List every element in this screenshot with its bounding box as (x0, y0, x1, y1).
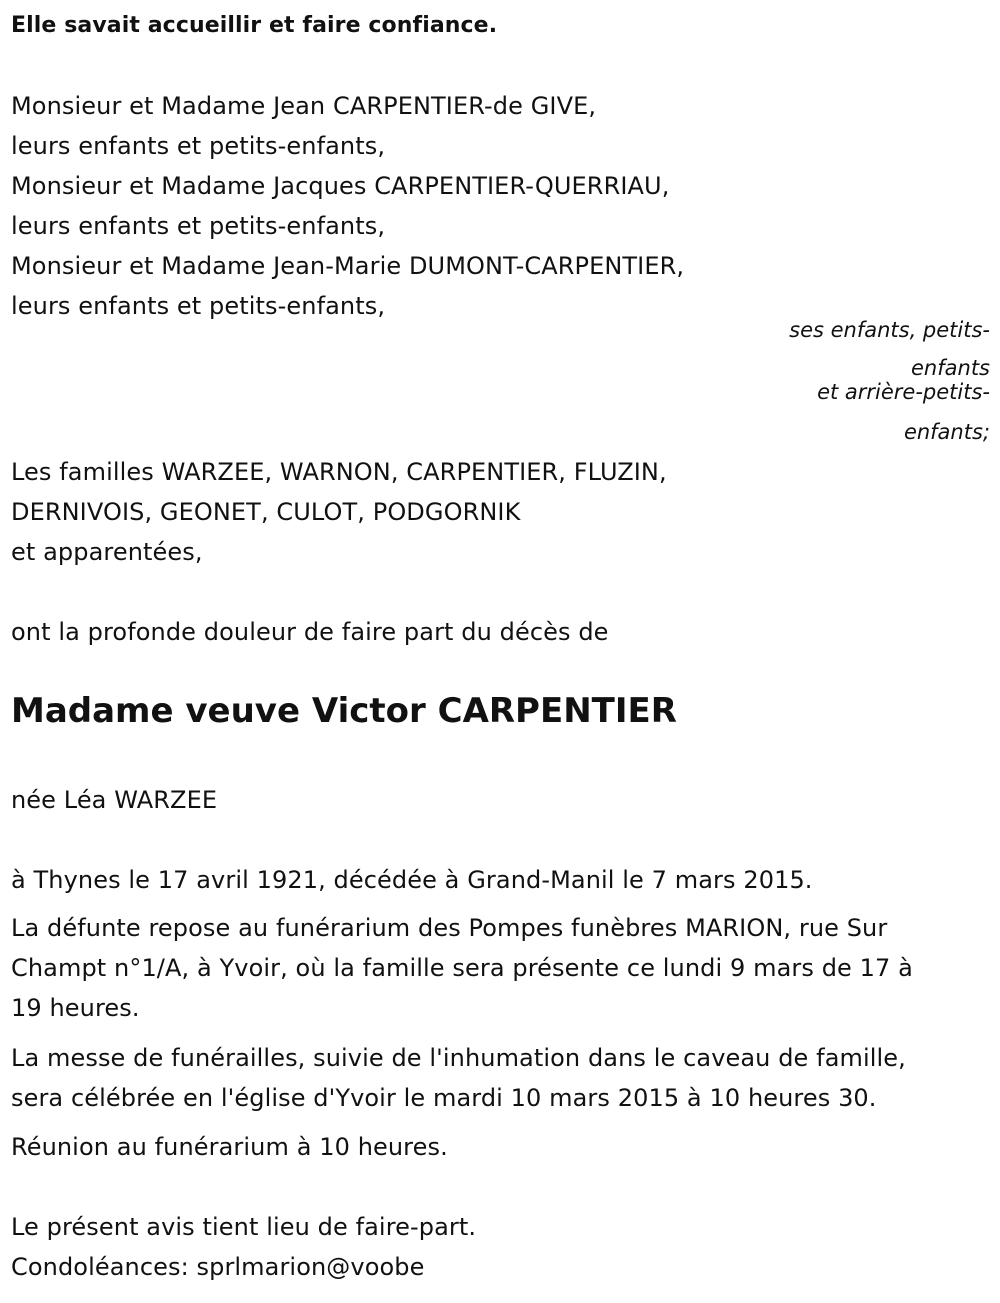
families-line: et apparentées, (11, 538, 203, 566)
family-line: leurs enfants et petits-enfants, (11, 132, 386, 160)
announcement: ont la profonde douleur de faire part du décès de (11, 618, 609, 646)
families-line: DERNIVOIS, GEONET, CULOT, PODGORNIK (11, 498, 521, 526)
family-line: Monsieur et Madame Jean-Marie DUMONT-CARPENTIER, (11, 252, 685, 280)
viewing-line: La défunte repose au funérarium des Pompes funèbres MARION, rue Sur (11, 914, 888, 942)
families-line: Les familles WARZEE, WARNON, CARPENTIER, FLUZIN, (11, 458, 667, 486)
family-line: Monsieur et Madame Jean CARPENTIER-de GIVE, (11, 92, 597, 120)
viewing-line: Champt n°1/A, à Yvoir, où la famille sera présente ce lundi 9 mars de 17 à (11, 954, 913, 982)
family-line: leurs enfants et petits-enfants, (11, 212, 386, 240)
condolences: Condoléances: sprlmarion@voobe (11, 1253, 425, 1281)
family-line: Monsieur et Madame Jacques CARPENTIER-QUERRIAU, (11, 172, 670, 200)
family-line: leurs enfants et petits-enfants, (11, 292, 386, 320)
dates: à Thynes le 17 avril 1921, décédée à Grand-Manil le 7 mars 2015. (11, 866, 813, 894)
descendants-line: enfants; (903, 420, 990, 444)
descendants-line: et arrière-petits- (817, 380, 990, 404)
birth-name: née Léa WARZEE (11, 786, 218, 814)
mass-line: La messe de funérailles, suivie de l'inhumation dans le caveau de famille, (11, 1044, 906, 1072)
notice: Le présent avis tient lieu de faire-part. (11, 1213, 477, 1241)
mass-line: sera célébrée en l'église d'Yvoir le mardi 10 mars 2015 à 10 heures 30. (11, 1084, 877, 1112)
deceased-name: Madame veuve Victor CARPENTIER (11, 691, 677, 731)
descendants-line: ses enfants, petits- (789, 318, 990, 342)
descendants-line: enfants (911, 356, 990, 380)
viewing-line: 19 heures. (11, 994, 140, 1022)
meeting: Réunion au funérarium à 10 heures. (11, 1133, 448, 1161)
motto: Elle savait accueillir et faire confiance. (11, 13, 498, 38)
